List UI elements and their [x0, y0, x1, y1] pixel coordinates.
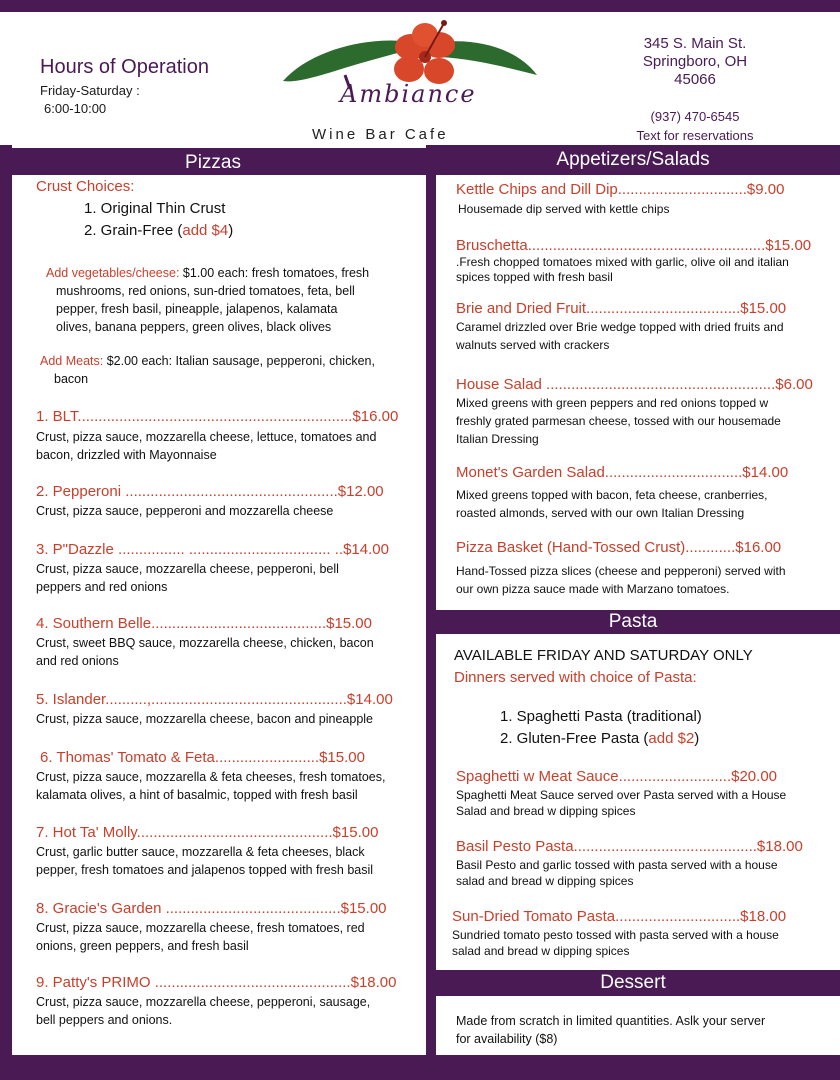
- pasta-header: Pasta: [426, 610, 840, 634]
- add-vegetables-line-1: $1.00 each: fresh tomatoes, fresh: [179, 266, 370, 280]
- crust-choice-2-close: ): [228, 222, 234, 239]
- pizza-item-desc: [36, 993, 370, 1029]
- logo-subtitle: Wine Bar Cafe: [312, 126, 449, 143]
- desc-line: our own pizza sauce made with Marzano tomatoes.: [456, 582, 730, 596]
- crust-choice-2-label: 2. Grain-Free (: [84, 222, 183, 239]
- pizza-item-desc: [36, 502, 333, 520]
- bottom-border: [0, 1055, 840, 1080]
- desc-line: Made from scratch in limited quantities. Aslk your server: [456, 1014, 766, 1028]
- pasta-item-name: Spaghetti w Meat Sauce...........................$20.00: [456, 768, 777, 785]
- crust-choice-1: 1. Original Thin Crust: [84, 200, 226, 217]
- appetizer-item-desc: [456, 318, 784, 354]
- appetizer-item-desc: [458, 200, 669, 218]
- logo-name: Ambiance: [340, 80, 477, 108]
- pizza-item-name: 7. Hot Ta' Molly...............................................$15.00: [36, 824, 379, 841]
- pasta-item-desc: [452, 927, 779, 959]
- pizza-item-name: 4. Southern Belle..........................................$15.00: [36, 615, 372, 632]
- desc-line: for availability ($8): [456, 1032, 558, 1046]
- pizza-item-desc: [36, 560, 339, 596]
- desc-line: Italian Dressing: [456, 432, 539, 446]
- desc-line: Crust, pizza sauce, mozzarella cheese, lettuce, tomatoes and: [36, 430, 377, 444]
- appetizer-item-desc: [456, 486, 768, 522]
- desc-line: Spaghetti Meat Sauce served over Pasta served with a House: [456, 788, 787, 802]
- pasta-choice-2-price: add $2: [648, 730, 695, 747]
- appetizer-item-name: Bruschetta.........................................................$15.00: [456, 237, 812, 254]
- pizza-item-name: 6. Thomas' Tomato & Feta.........................$15.00: [40, 749, 365, 766]
- pizza-item-desc: [36, 768, 385, 804]
- desc-line: and red onions: [36, 654, 119, 668]
- pasta-item-desc: [456, 787, 786, 819]
- dessert-text: [456, 1012, 765, 1048]
- pizza-item-desc: [36, 428, 376, 464]
- desc-line: Mixed greens with green peppers and red onions topped w: [456, 396, 769, 410]
- desc-line: Crust, pizza sauce, mozzarella cheese, fresh tomatoes, red: [36, 921, 365, 935]
- appetizer-item-name: Brie and Dried Fruit.....................................$15.00: [456, 300, 787, 317]
- pizza-item-name: 9. Patty's PRIMO ...............................................$18.00: [36, 974, 397, 991]
- pasta-choice-1: 1. Spaghetti Pasta (traditional): [500, 708, 702, 725]
- add-vegetables-line-2: mushrooms, red onions, sun-dried tomatoes, feta, bell: [56, 284, 355, 298]
- desc-line: Crust, sweet BBQ sauce, mozzarella cheese, chicken, bacon: [36, 636, 374, 650]
- desc-line: spices topped with fresh basil: [456, 270, 613, 284]
- desc-line: Crust, garlic butter sauce, mozzarella & feta cheeses, black: [36, 845, 365, 859]
- desc-line: salad and bread w dipping spices: [456, 874, 634, 888]
- add-meats: [40, 352, 375, 388]
- appetizers-header: Appetizers/Salads: [426, 145, 840, 175]
- top-border: [0, 0, 840, 12]
- pizza-item-name: 2. Pepperoni ...................................................$12.00: [36, 483, 384, 500]
- pizza-item-desc: [36, 919, 365, 955]
- desc-line: Basil Pesto and garlic tossed with pasta served with a house: [456, 858, 778, 872]
- pasta-item-desc: [456, 857, 778, 889]
- pasta-choice-2: [500, 730, 699, 747]
- crust-choices-label: Crust Choices:: [36, 178, 135, 195]
- desc-line: Salad and bread w dipping spices: [456, 804, 636, 818]
- desc-line: freshly grated parmesan cheese, tossed with our housemade: [456, 414, 781, 428]
- reservation-note: Text for reservations: [636, 128, 754, 143]
- address-line-3: 45066: [674, 71, 716, 88]
- desc-line: .Fresh chopped tomatoes mixed with garlic, olive oil and italian: [456, 255, 789, 269]
- left-border: [0, 145, 12, 1080]
- pizza-item-desc: [36, 634, 374, 670]
- desc-line: pepper, fresh tomatoes and jalapenos topped with fresh basil: [36, 863, 374, 877]
- appetizer-item-desc: [456, 255, 789, 285]
- appetizer-item-name: House Salad .......................................................$6.00: [456, 376, 813, 393]
- pasta-choice-2-label: 2. Gluten-Free Pasta (: [500, 730, 649, 747]
- pizza-item-desc: [36, 710, 373, 728]
- appetizer-item-desc: [456, 394, 781, 448]
- desc-line: peppers and red onions: [36, 580, 168, 594]
- desc-line: Crust, pizza sauce, pepperoni and mozzarella cheese: [36, 504, 334, 518]
- pizza-item-name: 3. P"Dazzle ................ .................................. ..$14.00: [36, 541, 389, 558]
- desc-line: Sundried tomato pesto tossed with pasta served with a house: [452, 928, 779, 942]
- pasta-dinners-note: Dinners served with choice of Pasta:: [454, 669, 697, 686]
- desc-line: Mixed greens topped with bacon, feta cheese, cranberries,: [456, 488, 768, 502]
- add-vegetables: [46, 264, 369, 336]
- pizza-item-desc: [36, 843, 373, 879]
- phone-number: (937) 470-6545: [650, 109, 740, 124]
- address: [610, 35, 780, 89]
- appetizer-item-name: Monet's Garden Salad.................................$14.00: [456, 464, 789, 481]
- appetizer-item-name: Pizza Basket (Hand-Tossed Crust)............$16.00: [456, 539, 782, 556]
- desc-line: kalamata olives, a hint of basalmic, topped with fresh basil: [36, 788, 358, 802]
- desc-line: onions, green peppers, and fresh basil: [36, 939, 249, 953]
- desc-line: Housemade dip served with kettle chips: [458, 202, 670, 216]
- desc-line: bell peppers and onions.: [36, 1013, 173, 1027]
- dessert-header: Dessert: [426, 970, 840, 996]
- address-line-2: Springboro, OH: [642, 53, 748, 70]
- crust-choice-2-price: add $4: [182, 222, 229, 239]
- desc-line: walnuts served with crackers: [456, 338, 610, 352]
- desc-line: Caramel drizzled over Brie wedge topped with dried fruits and: [456, 320, 784, 334]
- add-vegetables-line-3: pepper, fresh basil, pineapple, jalapenos, kalamata: [56, 302, 338, 316]
- appetizer-item-name: Kettle Chips and Dill Dip...............................$9.00: [456, 181, 785, 198]
- add-meats-label: Add Meats:: [40, 354, 104, 368]
- add-vegetables-line-4: olives, banana peppers, green olives, black olives: [56, 320, 332, 334]
- pasta-item-name: Sun-Dried Tomato Pasta..............................$18.00: [452, 908, 787, 925]
- pizza-item-name: 8. Gracie's Garden ..........................................$15.00: [36, 900, 387, 917]
- pizza-item-name: 5. Islander..........,...............................................$14.00: [36, 691, 393, 708]
- address-line-1: 345 S. Main St.: [643, 35, 747, 52]
- desc-line: Crust, pizza sauce, mozzarella & feta cheeses, fresh tomatoes,: [36, 770, 386, 784]
- pizzas-header: Pizzas: [0, 148, 426, 175]
- hours-time: 6:00-10:00: [44, 101, 107, 116]
- desc-line: Crust, pizza sauce, mozzarella cheese, pepperoni, sausage,: [36, 995, 371, 1009]
- add-meats-line-2: bacon: [54, 372, 89, 386]
- appetizer-item-desc: [456, 562, 786, 598]
- desc-line: salad and bread w dipping spices: [452, 944, 630, 958]
- pizza-item-name: 1. BLT..................................................................$16.00: [36, 408, 399, 425]
- pasta-availability: AVAILABLE FRIDAY AND SATURDAY ONLY: [454, 647, 753, 664]
- pasta-choice-2-close: ): [694, 730, 700, 747]
- hours-days: Friday-Saturday :: [40, 83, 140, 98]
- pasta-item-name: Basil Pesto Pasta............................................$18.00: [456, 838, 803, 855]
- hours-title: Hours of Operation: [40, 56, 209, 78]
- desc-line: Hand-Tossed pizza slices (cheese and pepperoni) served with: [456, 564, 786, 578]
- desc-line: Crust, pizza sauce, mozzarella cheese, bacon and pineapple: [36, 712, 374, 726]
- desc-line: Crust, pizza sauce, mozzarella cheese, pepperoni, bell: [36, 562, 339, 576]
- crust-choice-2: [84, 222, 233, 239]
- add-vegetables-label: Add vegetables/cheese:: [46, 266, 180, 280]
- desc-line: bacon, drizzled with Mayonnaise: [36, 448, 217, 462]
- desc-line: roasted almonds, served with our own Italian Dressing: [456, 506, 745, 520]
- add-meats-line-1: $2.00 each: Italian sausage, pepperoni, chicken,: [103, 354, 375, 368]
